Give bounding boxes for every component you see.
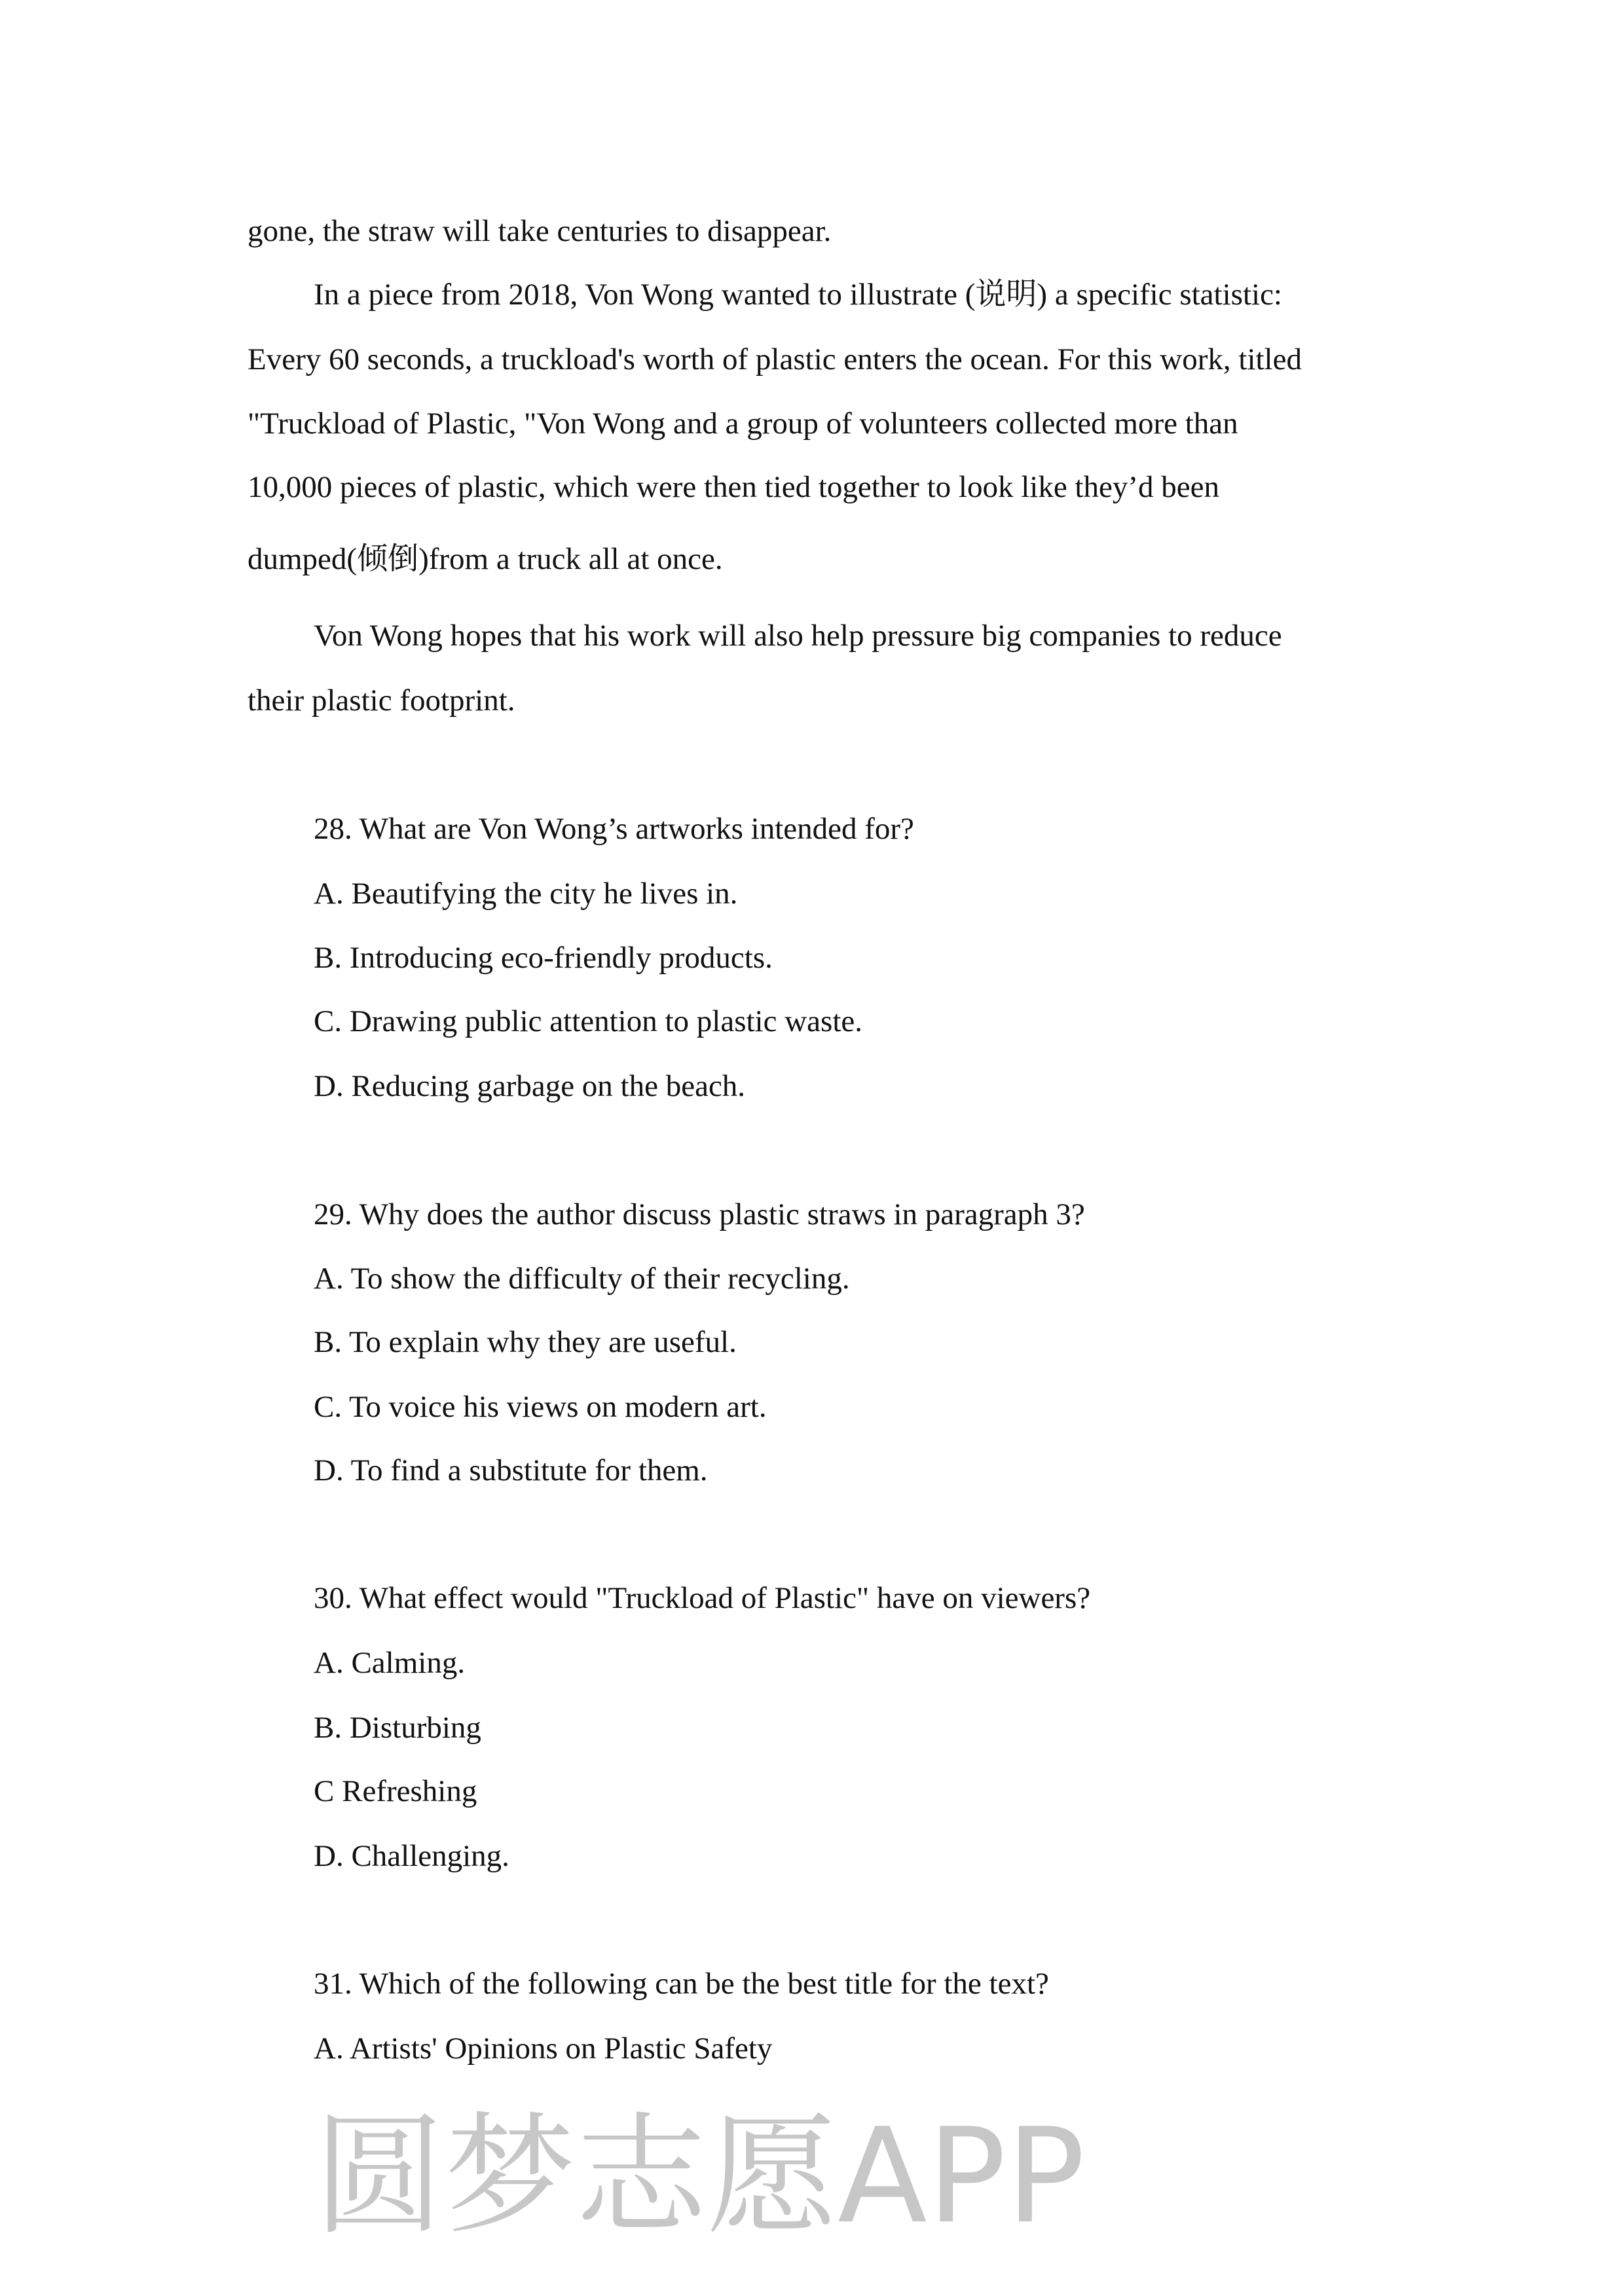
passage-line: In a piece from 2018, Von Wong wanted to illustrate (说明) a specific statistic: [314, 278, 1282, 312]
passage-line: dumped(倾倒)from a truck all at once. [248, 542, 723, 576]
question-stem: 28. What are Von Wong’s artworks intended for? [314, 812, 914, 846]
question-stem: 31. Which of the following can be the best title for the text? [314, 1967, 1049, 2001]
option: A. To show the difficulty of their recycling. [314, 1262, 850, 1296]
question-stem: 29. Why does the author discuss plastic straws in paragraph 3? [314, 1197, 1085, 1231]
option: C. To voice his views on modern art. [314, 1390, 767, 1424]
passage-line: 10,000 pieces of plastic, which were then tied together to look like they’d been [248, 470, 1219, 504]
option: B. To explain why they are useful. [314, 1325, 737, 1359]
option: D. To find a substitute for them. [314, 1453, 708, 1487]
watermark: 圆梦志愿APP [314, 2100, 1086, 2253]
passage-line: "Truckload of Plastic, "Von Wong and a group of volunteers collected more than [248, 407, 1238, 441]
option: D. Reducing garbage on the beach. [314, 1069, 746, 1103]
question-stem: 30. What effect would "Truckload of Plastic" have on viewers? [314, 1581, 1091, 1615]
passage-line: their plastic footprint. [248, 683, 515, 718]
option: A. Artists' Opinions on Plastic Safety [314, 2032, 773, 2066]
passage-line: gone, the straw will take centuries to disappear. [248, 214, 832, 248]
option: A. Calming. [314, 1646, 466, 1680]
option: B. Introducing eco-friendly products. [314, 941, 773, 975]
passage-line: Every 60 seconds, a truckload's worth of plastic enters the ocean. For this work, titled [248, 342, 1302, 376]
passage-line: Von Wong hopes that his work will also help pressure big companies to reduce [314, 619, 1282, 653]
option: A. Beautifying the city he lives in. [314, 877, 738, 911]
option: C. Drawing public attention to plastic waste. [314, 1004, 862, 1038]
option: C Refreshing [314, 1774, 477, 1808]
option: B. Disturbing [314, 1711, 481, 1745]
option: D. Challenging. [314, 1839, 509, 1873]
